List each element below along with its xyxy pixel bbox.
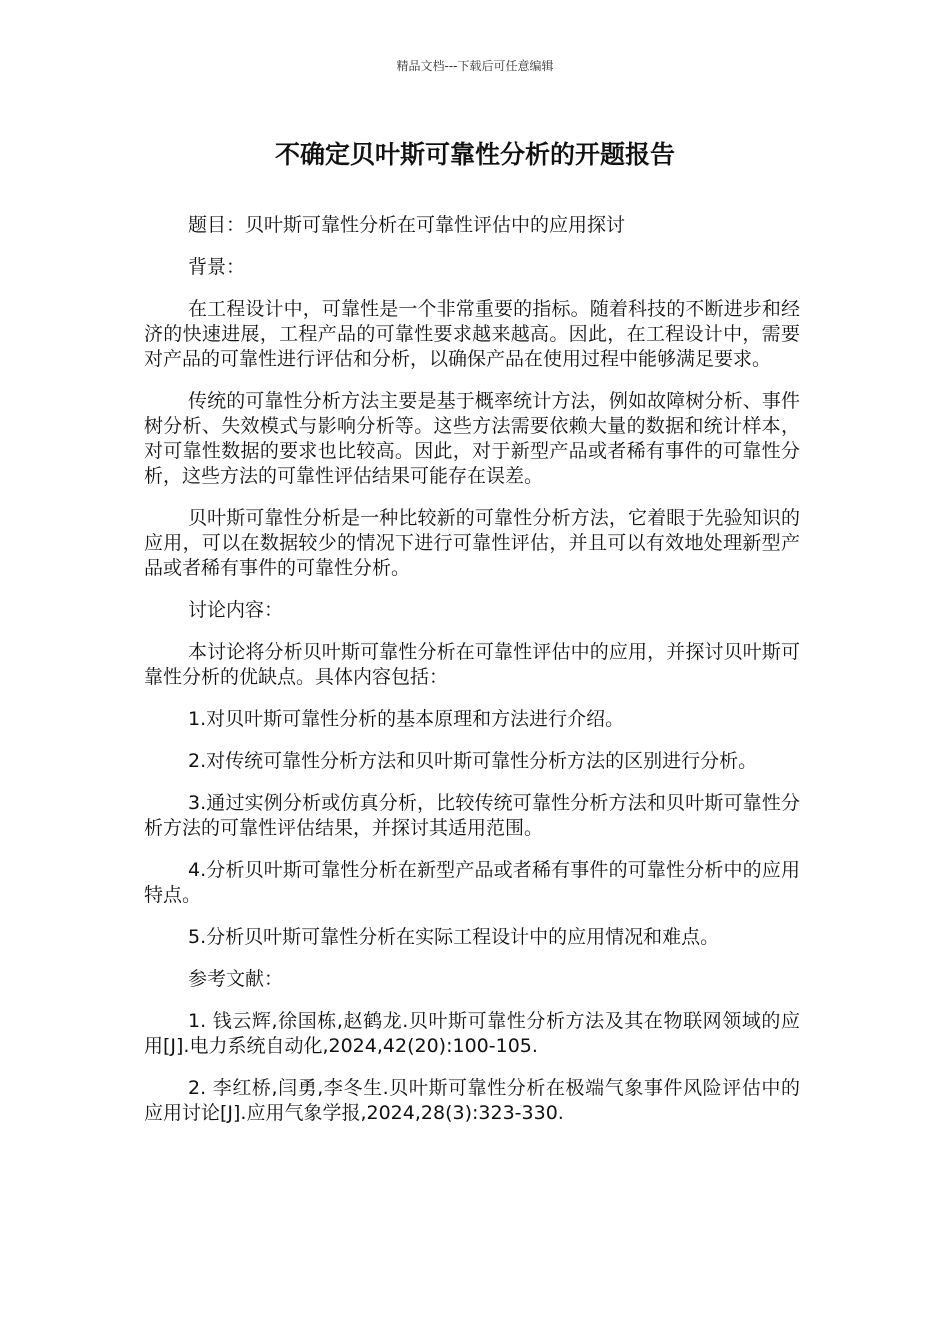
discussion-paragraph: 本讨论将分析贝叶斯可靠性分析在可靠性评估中的应用，并探讨贝叶斯可靠性分析的优缺点。具体内容包括：: [144, 641, 800, 688]
document-title: 不确定贝叶斯可靠性分析的开题报告: [274, 140, 675, 169]
document-body: [144, 213, 800, 1143]
page-header-watermark: 精品文档---下载后可任意编辑: [396, 59, 554, 73]
references-heading: 参考文献：: [188, 968, 284, 990]
background-paragraph: 传统的可靠性分析方法主要是基于概率统计方法，例如故障树分析、事件树分析、失效模式与影响分析等。这些方法需要依赖大量的数据和统计样本，对可靠性数据的要求也比较高。因此，对于新型产品或者稀有事件的可靠性分析，这些方法的可靠性评估结果可能存在误差。: [144, 390, 800, 487]
reference-item: 2. 李红桥,闫勇,李冬生.贝叶斯可靠性分析在极端气象事件风险评估中的应用讨论[J].应用气象学报,2024,28(3):323-330.: [144, 1077, 800, 1124]
discussion-heading: 讨论内容：: [188, 599, 284, 621]
discussion-item: 5.分析贝叶斯可靠性分析在实际工程设计中的应用情况和难点。: [188, 926, 720, 948]
discussion-item: 1.对贝叶斯可靠性分析的基本原理和方法进行介绍。: [188, 708, 625, 730]
background-paragraph: 在工程设计中，可靠性是一个非常重要的指标。随着科技的不断进步和经济的快速进展，工程产品的可靠性要求越来越高。因此，在工程设计中，需要对产品的可靠性进行评估和分析，以确保产品在使用过程中能够满足要求。: [144, 298, 800, 370]
discussion-item: 3.通过实例分析或仿真分析，比较传统可靠性分析方法和贝叶斯可靠性分析方法的可靠性评估结果，并探讨其适用范围。: [144, 792, 800, 839]
reference-item: 1. 钱云辉,徐国栋,赵鹤龙.贝叶斯可靠性分析方法及其在物联网领域的应用[J].电力系统自动化,2024,42(20):100-105.: [144, 1010, 800, 1057]
background-heading: 背景：: [188, 256, 246, 278]
background-paragraph: 贝叶斯可靠性分析是一种比较新的可靠性分析方法，它着眼于先验知识的应用，可以在数据较少的情况下进行可靠性评估，并且可以有效地处理新型产品或者稀有事件的可靠性分析。: [144, 507, 800, 579]
discussion-item: 4.分析贝叶斯可靠性分析在新型产品或者稀有事件的可靠性分析中的应用特点。: [144, 859, 800, 906]
discussion-item: 2.对传统可靠性分析方法和贝叶斯可靠性分析方法的区别进行分析。: [188, 750, 758, 772]
topic-line: 题目：贝叶斯可靠性分析在可靠性评估中的应用探讨: [188, 214, 626, 236]
